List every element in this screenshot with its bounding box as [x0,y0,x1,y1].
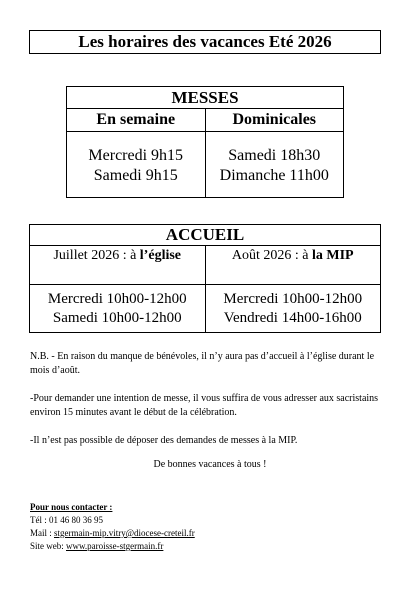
accueil-july-place: l’église [139,248,182,263]
closing-wish: De bonnes vacances à tous ! [153,459,267,470]
mail-label: Mail : [30,528,54,538]
accueil-august-place: la MIP [312,248,354,263]
accueil-july-line: Samedi 10h00-12h00 [52,309,182,326]
accueil-august-line: Vendredi 14h00-16h00 [223,309,362,326]
note-paragraph: -Il n’est pas possible de déposer des demandes de messes à la MIP. [30,435,298,446]
messes-heading: MESSES [67,87,344,109]
contact-phone-row [30,514,195,527]
accueil-july-header [30,246,206,285]
page-title: Les horaires des vacances Eté 2026 [29,30,381,54]
messes-weekday-header: En semaine [67,109,206,132]
contact-header: Pour nous contacter : [30,502,113,512]
contact-block [30,501,195,553]
phone-label: Tél : [30,515,49,525]
accueil-table [29,224,381,333]
note-paragraph: -Pour demander une intention de messe, il vous suffira de vous adresser aux sacristains environ 15 minutes avant le début de la célébration. [30,393,379,418]
accueil-august-cell [205,285,381,333]
messes-sunday-cell [205,132,344,198]
messes-sunday-line: Dimanche 11h00 [219,166,329,184]
contact-web-row [30,540,195,553]
messes-sunday-line: Samedi 18h30 [228,146,321,164]
accueil-july-prefix: Juillet 2026 : à [53,248,140,263]
note-paragraph: N.B. - En raison du manque de bénévoles, il n’y aura pas d’accueil à l’église durant le mois d’août. [30,351,375,376]
messes-table [66,86,344,198]
messes-weekday-line: Samedi 9h15 [93,166,178,184]
mail-link[interactable]: stgermain-mip.vitry@diocese-creteil.fr [54,528,195,538]
accueil-july-cell [30,285,206,333]
messes-sunday-header: Dominicales [205,109,344,132]
accueil-july-line: Mercredi 10h00-12h00 [47,290,187,307]
messes-weekday-cell [67,132,206,198]
notes [30,350,390,454]
accueil-heading: ACCUEIL [30,225,381,246]
phone-number: 01 46 80 36 95 [49,515,103,525]
accueil-august-line: Mercredi 10h00-12h00 [223,290,363,307]
contact-mail-row [30,527,195,540]
accueil-august-header [205,246,381,285]
website-link[interactable]: www.paroisse-stgermain.fr [66,541,164,551]
accueil-august-prefix: Août 2026 : à [231,248,312,263]
messes-weekday-line: Mercredi 9h15 [88,146,184,164]
web-label: Site web: [30,541,66,551]
